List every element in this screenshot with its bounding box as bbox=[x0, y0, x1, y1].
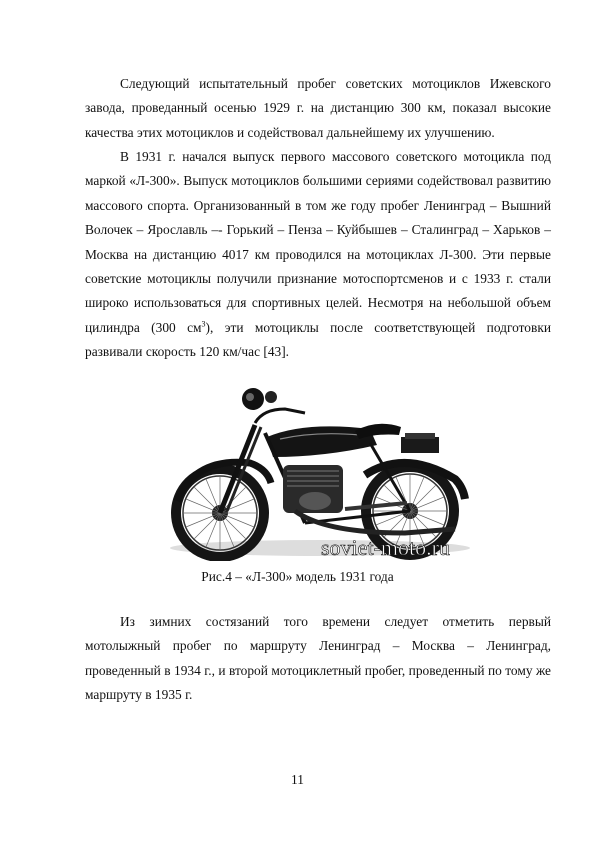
paragraph-2-text: В 1931 г. начался выпуск первого массового советского мотоцикла под маркой «Л-300». Выпуск мотоциклов большими сериями содействовал развитию массового спорта. Организованный в том же году пробег Ленинград – Вышний Волочек – Ярославль –- Горький – Пенза – Куйбышев – Сталинград – Харьков – Москва на дистанцию 4017 км проводился на мотоциклах Л-300. Эти первые советские мотоциклы получили признание мотоспортсменов и с 1933 г. стали широко использоваться для спортивных целей. Несмотря на небольшой объем цилиндра (300 см bbox=[85, 149, 551, 335]
motorcycle-illustration bbox=[155, 383, 485, 561]
paragraph-3: Из зимних состязаний того времени следует отметить первый мотолыжный пробег по маршруту Ленинград – Москва – Ленинград, проведенный в 1934 г., и второй мотоциклетный пробег, проведенный по тому же маршруту в 1935 г. bbox=[85, 614, 551, 703]
paragraph-2-text-end: ), эти мотоциклы после соответствующей подготовки развивали скорость 120 км/час [43]. bbox=[85, 319, 551, 360]
watermark-text: soviet-moto.ru bbox=[321, 535, 450, 560]
figure-caption: Рис.4 – «Л-300» модель 1931 года bbox=[201, 569, 394, 584]
paragraph-2 bbox=[85, 145, 551, 365]
paragraph-1: Следующий испытательный пробег советских мотоциклов Ижевского завода, проведанный осенью 1929 г. на дистанцию 300 км, показал высокие качества этих мотоциклов и содействовал дальнейшему их улучшению. bbox=[85, 76, 551, 140]
motorcycle-photo bbox=[155, 383, 485, 561]
superscript-cubed: 3 bbox=[201, 319, 206, 329]
page-number: 11 bbox=[291, 772, 304, 787]
